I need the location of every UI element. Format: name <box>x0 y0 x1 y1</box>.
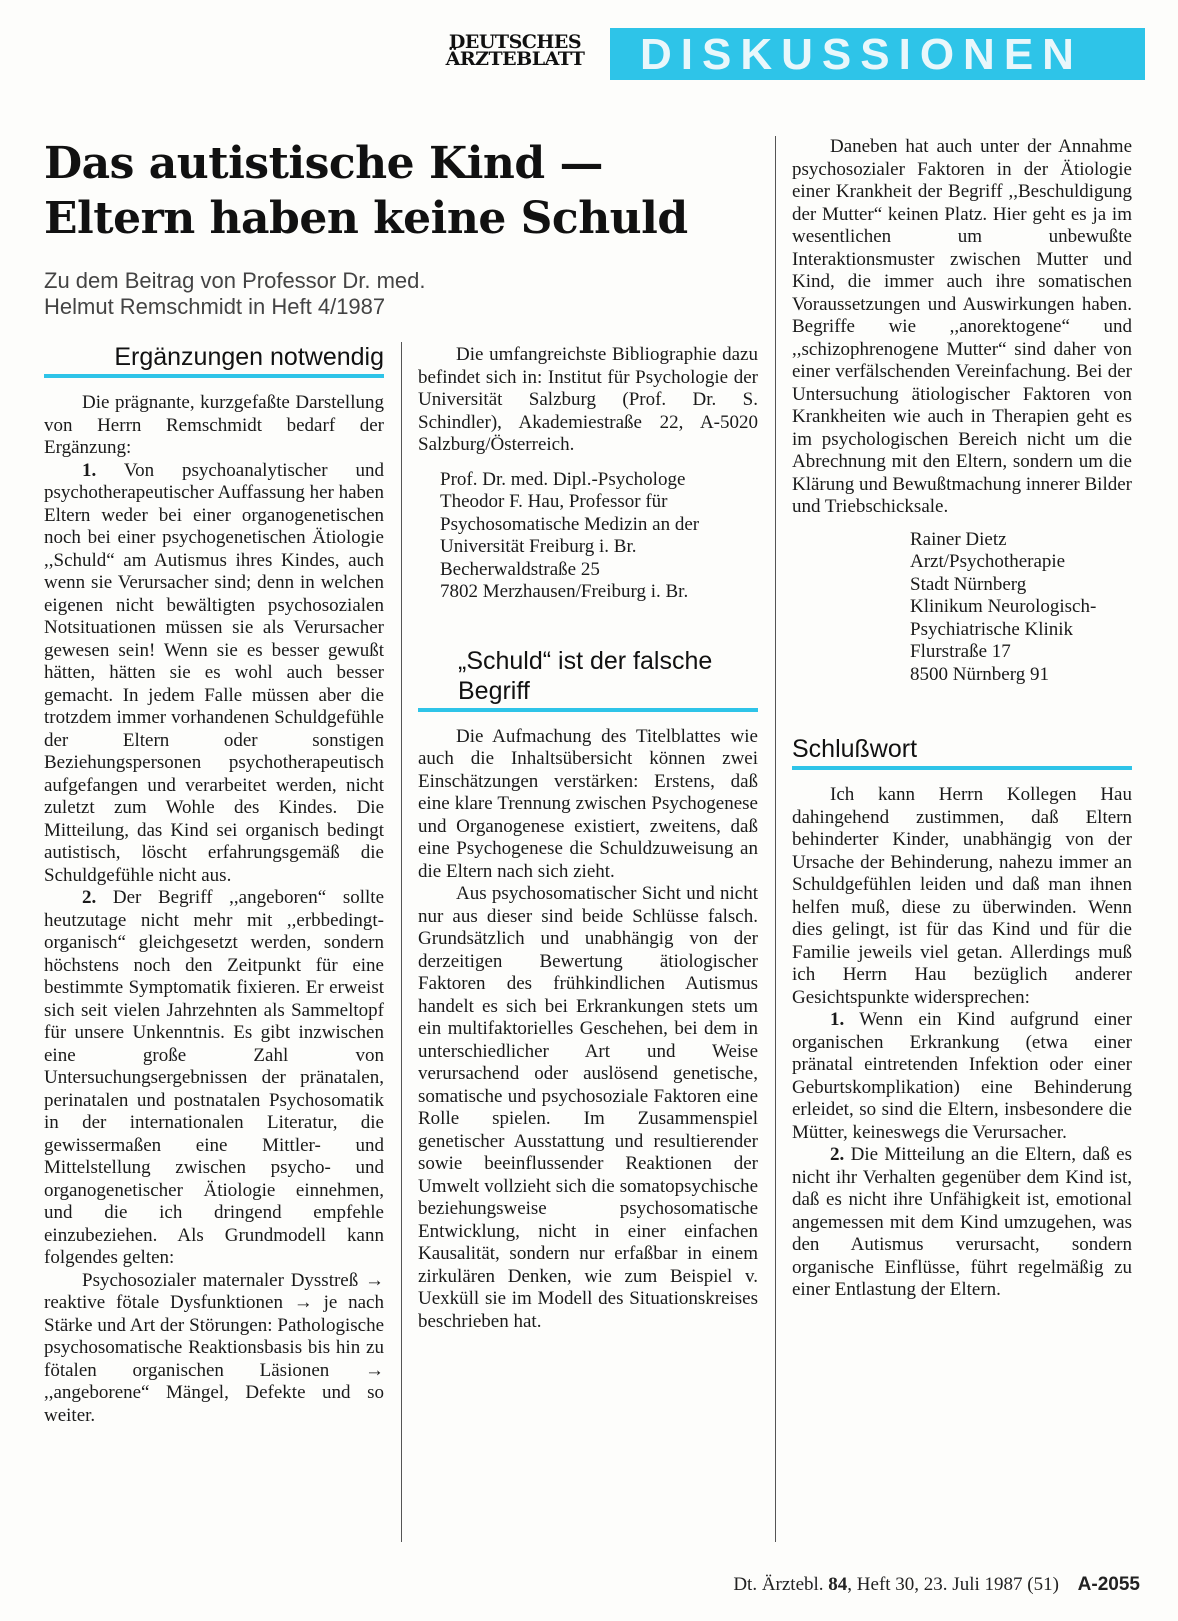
masthead <box>430 28 1145 80</box>
column-3 <box>792 136 1132 1302</box>
section-heading-ergaenzungen: Ergänzungen notwendig <box>44 342 384 378</box>
subtitle-line1: Zu dem Beitrag von Professor Dr. med. <box>44 268 426 293</box>
subtitle-line2: Helmut Remschmidt in Heft 4/1987 <box>44 294 386 319</box>
paragraph-text: Wenn ein Kind aufgrund einer organischen Erkrankung (etwa einer pränatal eintretenden Infektion oder einer Geburtskomplikation) eine Behinderung erleidet, so sind die Eltern, insbesondere die Mütter, keineswegs die Verursacher. <box>792 1009 1132 1143</box>
paragraph: Daneben hat auch unter der Annahme psychosozialer Faktoren in der Ätiologie einer Krankheit der Begriff ,,Beschuldigung der Mutter“ keinen Platz. Hier geht es ja im wesentlichen um unbewußte Interaktionsmuster zwischen Mutter und Kind, die immer auch ihre somatischen Voraussetzungen und Auswirkungen haben. Begriffe wie ,,anorektogene“ und ,,schizophrenogene Mutter“ sind daher von einer verfälschenden Vereinfachung. Bei der Untersuchung ätiologischer Faktoren von Krankheiten wie auch in Therapien geht es im psychologischen Bereich nicht um die Abrechnung mit den Eltern, sondern um die Klärung und Bewußtmachung innerer Bilder und Triebschicksale. <box>792 136 1132 517</box>
author-address <box>792 529 1132 687</box>
address-line: Universität Freiburg i. Br. <box>440 536 637 557</box>
list-number: 2. <box>830 1144 845 1165</box>
title-line2: Eltern haben keine Schuld <box>44 193 688 244</box>
address-line: Flurstraße 17 <box>910 641 1011 662</box>
address-line: Rainer Dietz <box>910 528 1007 550</box>
paragraph: Ich kann Herrn Kollegen Hau dahingehend zustimmen, daß Eltern behinderter Kinder, unabhängig von der Ursache der Behinderung, nahezu immer an Schuldgefühlen leiden und daß man ihnen helfen muß, diese zu überwinden. Wenn dies gelingt, ist für das Kind und für die Familie jeweils viel getan. Allerdings muß ich Herrn Hau bezüglich anderer Gesichtspunkte widersprechen: <box>792 784 1132 1008</box>
list-number: 1. <box>830 1009 845 1030</box>
author-address <box>418 469 758 604</box>
address-line: Psychiatrische Klinik <box>910 618 1074 640</box>
citation-rest: , Heft 30, 23. Juli 1987 (51) <box>847 1574 1059 1595</box>
address-line: 8500 Nürnberg 91 <box>910 663 1049 685</box>
paragraph <box>44 460 384 888</box>
journal-logo <box>430 31 600 70</box>
list-number: 1. <box>82 459 97 481</box>
section-banner <box>610 28 1145 80</box>
section-label: DISKUSSIONEN <box>640 30 1083 79</box>
paragraph <box>792 1009 1132 1144</box>
paragraph-text: Von psychoanalytischer und psychotherapeutischer Auffassung her haben Eltern weder bei einer organogenetischen noch bei einer psychogenetischen Ätiologie ,,Schuld“ am Autismus ihres Kindes, auch wenn sie Verursacher sind; denn in welchen eigenen nicht bewältigten psychosozialen Notsituationen müssen sie als Verursacher gewesen sein! Wenn sie es besser gewußt hätten, hätten sie es wohl auch besser gemacht. In jedem Falle müssen aber die trotzdem immer vorhandenen Schuldgefühle der Eltern oder sonstigen Beziehungspersonen psychotherapeutisch aufgefangen und verarbeitet werden, nicht zuletzt zum Wohle des Kindes. Die Mitteilung, das Kind sei organisch bedingt autistisch, löscht erfahrungsgemäß die Schuldgefühle nicht aus. <box>44 459 384 886</box>
paragraph <box>792 1144 1132 1302</box>
article-title <box>44 136 764 246</box>
paragraph: Die umfangreichste Bibliographie dazu befindet sich in: Institut für Psychologie der Universität Salzburg (Prof. Dr. S. Schindler), Akademiestraße 22, A-5020 Salzburg/Österreich. <box>418 344 758 455</box>
column-divider <box>775 136 776 1542</box>
column-2 <box>418 344 758 1333</box>
address-line: Psychosomatische Medizin an der <box>440 513 700 535</box>
address-line: 7802 Merzhausen/Freiburg i. Br. <box>440 581 689 602</box>
section-heading-schuld: „Schuld“ ist der falsche Begriff <box>418 646 758 712</box>
address-line: Klinikum Neurologisch- <box>910 596 1097 617</box>
paragraph <box>44 887 384 1270</box>
section-heading-schlusswort: Schlußwort <box>792 734 1132 770</box>
journal-name-line1: DEUTSCHES <box>448 31 582 53</box>
address-line: Theodor F. Hau, Professor für <box>440 491 668 512</box>
paragraph: Aus psychosomatischer Sicht und nicht nur aus dieser sind beide Schlüsse falsch. Grundsätzlich und unabhängig von der derzeitigen Bewertung ätiologischer Faktoren des frühkindlichen Autismus handelt es sich bei Erkrankungen stets um ein multifaktorielles Geschehen, bei dem in unterschiedlicher Art und Weise verursachend oder auslösend genetische, somatische und psychosoziale Faktoren eine Rolle spielen. Im Zusammenspiel genetischer Ausstattung und resultierender sowie beeinflussender Reaktionen der Umwelt vollzieht sich die somatopsychische beziehungsweise psychosomatische Entwicklung, nicht in einer einfachen Kausalität, sondern nur erfaßbar in einem zirkulären Denken, wie zum Beispiel v. Uexküll sie im Modell des Situationskreises beschrieben hat. <box>418 883 758 1332</box>
journal-name-line2: ÄRZTEBLATT <box>445 48 585 70</box>
paragraph: Die prägnante, kurzgefaßte Darstellung von Herrn Remschmidt bedarf der Ergänzung: <box>44 392 384 458</box>
paragraph: Psychosozialer maternaler Dysstreß → reaktive fötale Dysfunktionen → je nach Stärke und Art der Störungen: Pathologische psychosomatische Reaktionsbasis bis hin zu fötalen organischen Läsionen → ,,angeborene“ Mängel, Defekte und so weiter. <box>44 1269 384 1426</box>
column-1 <box>44 342 384 1427</box>
title-line1: Das autistische Kind — <box>44 138 604 189</box>
page-footer <box>630 1574 1140 1596</box>
paragraph: Die Aufmachung des Titelblattes wie auch die Inhaltsübersicht können zwei Einschätzungen verstärken: Erstens, daß eine klare Trennung zwischen Psychogenese und Organogenese existiert, zweitens, daß eine Psychogenese die Schuldzuweisung an die Eltern nach sich zieht. <box>418 725 758 882</box>
citation-prefix: Dt. Ärztebl. <box>733 1574 824 1595</box>
page-number: A-2055 <box>1077 1574 1140 1595</box>
paragraph-text: Die Mitteilung an die Eltern, daß es nicht ihr Verhalten gegenüber dem Kind ist, daß es nicht ihre Unfähigkeit ist, emotional angemessen mit dem Kind umzugehen, was den Autismus verursacht, sondern organische Einflüsse, führt regelmäßig zu einer Entlastung der Eltern. <box>792 1144 1132 1300</box>
volume-number: 84 <box>828 1574 848 1595</box>
address-line: Stadt Nürnberg <box>910 573 1027 595</box>
address-line: Arzt/Psychotherapie <box>910 551 1066 572</box>
paragraph-text: Der Begriff ,,angeboren“ sollte heutzutage nicht mehr mit ,,erbbedingt-organisch“ gleichgesetzt werden, sondern höchstens noch den Zeitpunkt für eine bestimmte Symptomatik fixieren. Er erweist sich seit vielen Jahrzehnten als Sammeltopf für unsere Unkenntnis. Es gibt inzwischen eine große Zahl von Untersuchungsergebnissen der pränatalen, perinatalen und postnatalen Psychosomatik in der internationalen Literatur, die gewissermaßen eine Mittler- und Mittelstellung zwischen psycho- und organogenetischer Ätiologie einnehmen, und die ich dringend empfehle einzubeziehen. Als Grundmodell kann folgendes gelten: <box>44 887 385 1268</box>
address-line: Becherwaldstraße 25 <box>440 558 600 580</box>
column-divider <box>401 342 402 1542</box>
list-number: 2. <box>82 887 97 908</box>
address-line: Prof. Dr. med. Dipl.-Psychologe <box>440 468 686 490</box>
article-subtitle <box>44 268 764 320</box>
